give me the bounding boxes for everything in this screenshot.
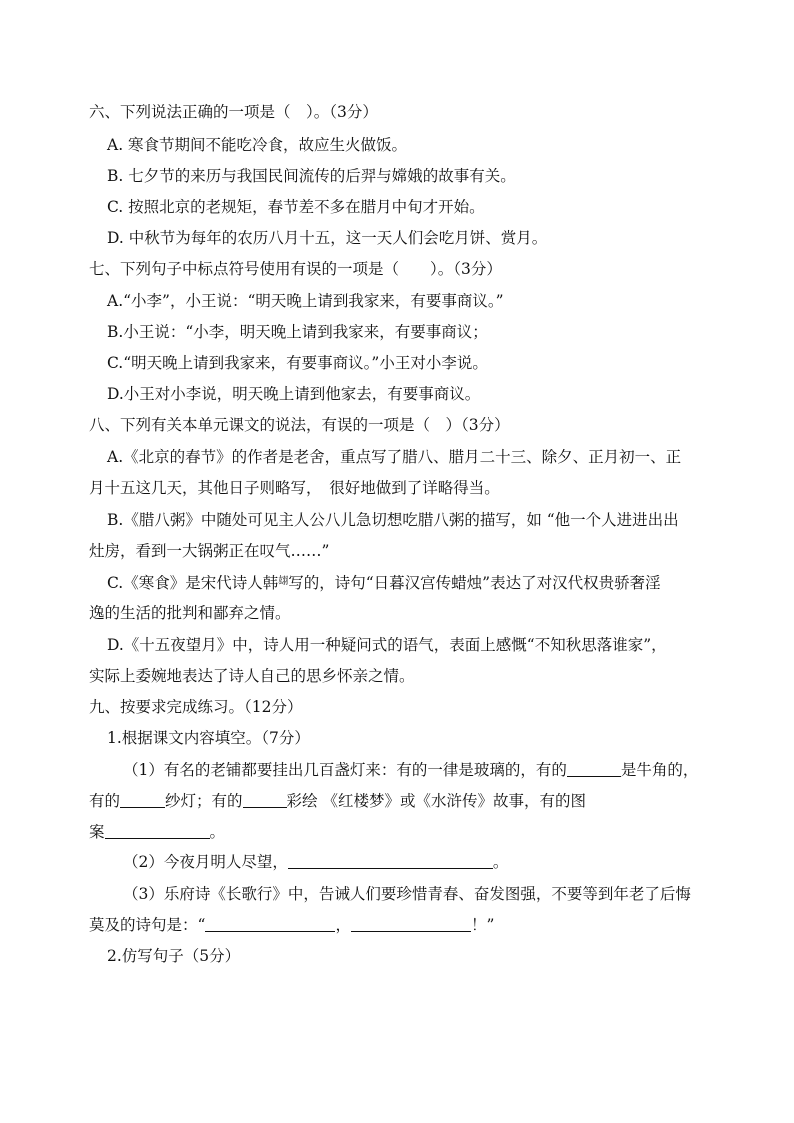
fill-blank[interactable] xyxy=(567,760,621,777)
q6-option-a: A. 寒食节期间不能吃冷食，故应生火做饭。 xyxy=(107,136,408,154)
q7-option-c: C.“明天晚上请到我家来，有要事商议。”小王对小李说。 xyxy=(107,354,488,372)
q9-item1-text-b: 是牛角的， xyxy=(620,761,699,779)
q8-option-c-text-b: 写的，诗句“日暮汉宫传蜡烛”表达了对汉代权贵骄奢淫 xyxy=(288,574,661,592)
q8-option-c-line1 xyxy=(107,572,661,593)
q9-item3-text-c: ！” xyxy=(470,916,495,934)
q9-item2-text-a: （2）今夜月明人尽望， xyxy=(123,853,288,871)
q8-option-c-text-a: C.《寒食》是宋代诗人韩 xyxy=(107,574,279,592)
q9-item1-line1 xyxy=(123,760,698,780)
q8-option-c-small-char: 翃 xyxy=(278,576,289,587)
q8-option-a-line1: A.《北京的春节》的作者是老舍，重点写了腊八、腊月二十三、除夕、正月初一、正 xyxy=(107,448,682,466)
fill-blank[interactable] xyxy=(243,791,287,808)
q9-item1-text-c: 有的 xyxy=(89,792,121,810)
q7-option-a: A.“小李”，小王说：“明天晚上请到我家来，有要事商议。” xyxy=(107,292,504,310)
q9-part2-title: 2.仿写句子（5分） xyxy=(107,947,241,965)
q9-item1-line3 xyxy=(89,822,225,842)
q9-item3-text-a: 莫及的诗句是：“ xyxy=(89,916,206,934)
q8-title: 八、下列有关本单元课文的说法，有误的一项是（ ）（3分） xyxy=(89,416,510,434)
fill-blank[interactable] xyxy=(105,822,210,839)
q8-option-d-line1: D.《十五夜望月》中，诗人用一种疑问式的语气，表面上感慨“不知秋思落谁家”， xyxy=(107,636,667,654)
q8-option-a-line2: 月十五这几天，其他日子则略写， 很好地做到了详略得当。 xyxy=(89,479,500,497)
q8-option-d-line2: 实际上委婉地表达了诗人自己的思乡怀亲之情。 xyxy=(89,667,415,685)
q9-item1-text-g: 。 xyxy=(209,823,226,841)
q9-item3-text-b: ， xyxy=(335,916,351,934)
q7-option-d: D.小王对小李说，明天晚上请到他家去，有要事商议。 xyxy=(107,385,481,403)
q9-item1-line2 xyxy=(89,791,586,811)
q9-item3-line1: （3）乐府诗《长歌行》中，告诫人们要珍惜青春、奋发图强，不要等到年老了后悔 xyxy=(123,885,691,903)
q9-item3-line2 xyxy=(89,915,494,935)
q9-item2-text-b: 。 xyxy=(492,853,509,871)
q9-item1-text-f: 案 xyxy=(89,823,105,841)
q6-option-b: B. 七夕节的来历与我国民间流传的后羿与嫦娥的故事有关。 xyxy=(107,167,516,185)
q6-title: 六、下列说法正确的一项是（ ）。（3分） xyxy=(89,103,378,121)
q9-part1-title: 1.根据课文内容填空。（7分） xyxy=(107,729,310,747)
q8-option-b-line2: 灶房，看到一大锅粥正在叹气……” xyxy=(89,542,330,560)
fill-blank[interactable] xyxy=(120,791,165,808)
fill-blank[interactable] xyxy=(351,915,471,932)
q6-option-d: D. 中秋节为每年的农历八月十五，这一天人们会吃月饼、赏月。 xyxy=(107,229,548,247)
q9-item1-text-d: 纱灯；有的 xyxy=(165,792,243,810)
q6-option-c: C. 按照北京的老规矩，春节差不多在腊月中旬才开始。 xyxy=(107,198,485,216)
q7-title: 七、下列句子中标点符号使用有误的一项是（ ）。（3分） xyxy=(89,260,502,278)
q9-item1-text-e: 彩绘 《红楼梦》或《水浒传》故事，有的图 xyxy=(286,792,586,810)
q7-option-b: B.小王说：“小李，明天晚上请到我家来，有要事商议； xyxy=(107,323,488,341)
q9-title: 九、按要求完成练习。（12分） xyxy=(89,698,303,716)
fill-blank[interactable] xyxy=(288,852,493,869)
q8-option-c-line2: 逸的生活的批判和鄙弃之情。 xyxy=(89,604,291,622)
q9-item2 xyxy=(123,852,508,872)
fill-blank[interactable] xyxy=(205,915,335,932)
q8-option-b-line1: B.《腊八粥》中随处可见主人公八儿急切想吃腊八粥的描写，如 “他一个人进进出出 xyxy=(107,511,679,529)
q9-item1-text-a: （1）有名的老铺都要挂出几百盏灯来：有的一律是玻璃的，有的 xyxy=(123,761,567,779)
